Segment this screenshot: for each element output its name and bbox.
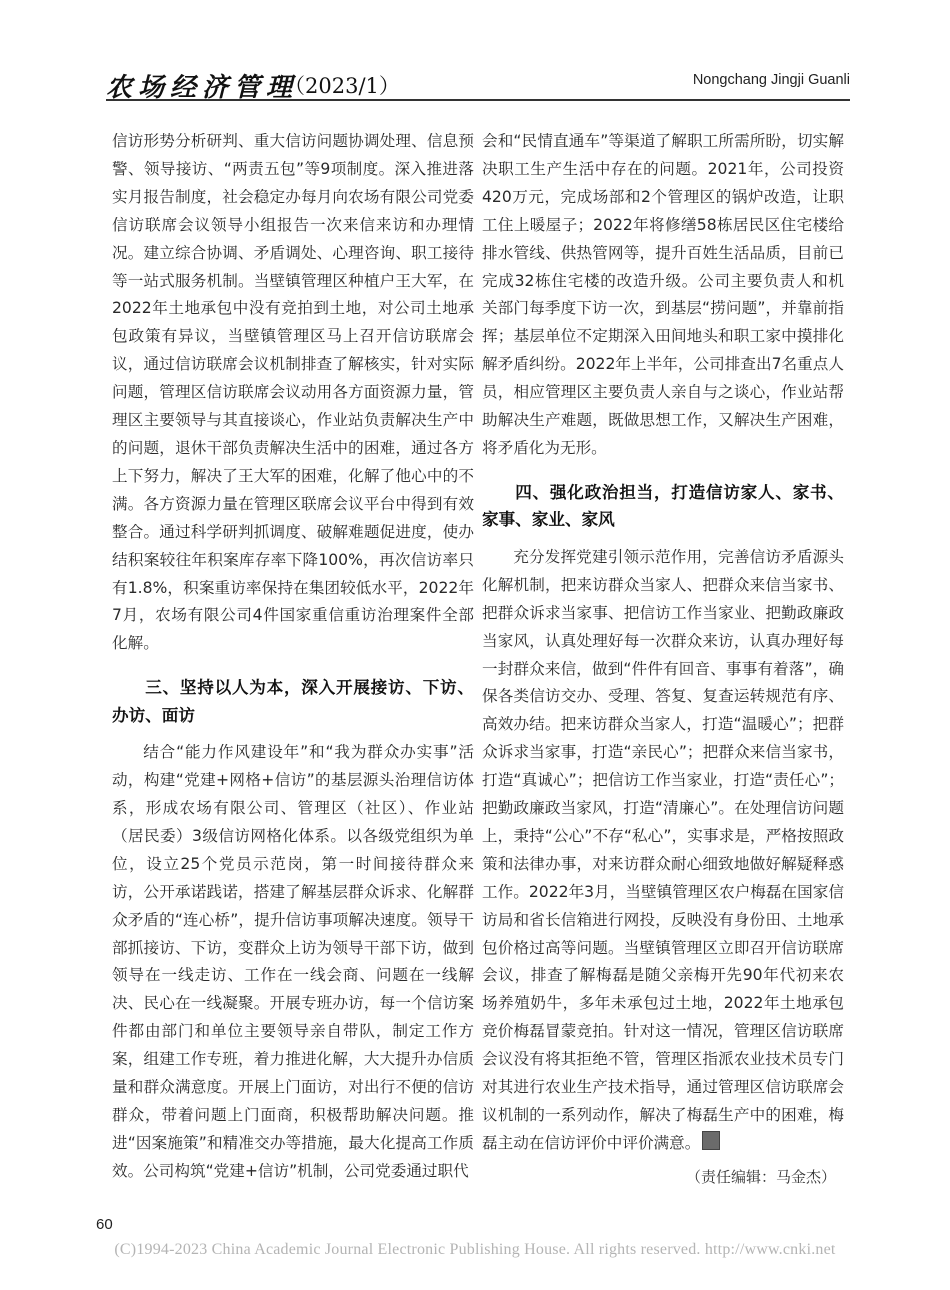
left-column (112, 128, 474, 1186)
left-paragraph-1: 信访形势分析研判、重大信访问题协调处理、信息预警、领导接访、“两责五包”等9项制度。深入推进落实月报告制度，社会稳定办每月向农场有限公司党委信访联席会议领导小组报告一次来信来访和办理情况。建立综合协调、矛盾调处、心理咨询、职工接待等一站式服务机制。当壁镇管理区种植户王大军，在2022年土地承包中没有竞拍到土地，对公司土地承包政策有异议，当壁镇管理区马上召开信访联席会议，通过信访联席会议机制排查了解核实，针对实际问题，管理区信访联席会议动用各方面资源力量，管理区主要领导与其直接谈心，作业站负责解决生产中的问题，退休干部负责解决生活中的困难，通过各方上下努力，解决了王大军的困难，化解了他心中的不满。各方资源力量在管理区联席会议平台中得到有效整合。通过科学研判抓调度、破解难题促进度，使办结积案较往年积案库存率下降100%，再次信访率只有1.8%，积案重访率保持在集团较低水平，2022年7月，农场有限公司4件国家重信重访治理案件全部化解。 (112, 132, 474, 653)
header-divider (106, 99, 850, 101)
page-header (106, 64, 852, 104)
journal-name: 农场经济管理 (106, 73, 299, 103)
journal-issue: （2023/1） (284, 74, 400, 98)
left-paragraph-2: 结合“能力作风建设年”和“我为群众办实事”活动，构建“党建+网格+信访”的基层源头治理信访体系，形成农场有限公司、管理区（社区）、作业站（居民委）3级信访网格化体系。以各级党组织为单位，设立25个党员示范岗，第一时间接待群众来访，公开承诺践诺，搭建了解基层群众诉求、化解群众矛盾的“连心桥”，提升信访事项解决速度。领导干部抓接访、下访，变群众上访为领导干部下访，做到领导在一线走访、工作在一线会商、问题在一线解决、民心在一线凝聚。开展专班办访，每一个信访案件都由部门和单位主要领导亲自带队，制定工作方案，组建工作专班，着力推进化解，大大提升办信质量和群众满意度。开展上门面访，对出行不便的信访群众，带着问题上门面商，积极帮助解决问题。推进“因案施策”和精准交办等措施，最大化提高工作质效。公司构筑“党建+信访”机制，公司党委通过职代 (112, 743, 474, 1180)
copyright-notice: (C)1994-2023 China Academic Journal Electronic Publishing House. All rights reserved. http://www.cnki.net (114, 1241, 836, 1258)
right-column (482, 128, 844, 1190)
right-paragraph-1: 会和“民情直通车”等渠道了解职工所需所盼，切实解决职工生产生活中存在的问题。2021年，公司投资420万元，完成场部和2个管理区的锅炉改造，让职工住上暖屋子；2022年将修缮58栋居民区住宅楼给排水管线、供热管网等，提升百姓生活品质，目前已完成32栋住宅楼的改造升级。公司主要负责人和机关部门每季度下访一次，到基层“捞问题”，并靠前指挥；基层单位不定期深入田间地头和职工家中摸排化解矛盾纠纷。2022年上半年，公司排查出7名重点人员，相应管理区主要负责人亲自与之谈心，作业站帮助解决生产难题，既做思想工作，又解决生产困难，将矛盾化为无形。 (482, 132, 844, 457)
section-heading-4: 四、强化政治担当，打造信访家人、家书、家事、家业、家风 (482, 482, 844, 530)
journal-pinyin: Nongchang Jingji Guanli (692, 72, 850, 88)
section-heading-3: 三、坚持以人为本，深入开展接访、下访、办访、面访 (112, 678, 474, 725)
right-paragraph-2-text: 充分发挥党建引领示范作用，完善信访矛盾源头化解机制，把来访群众当家人、把群众来信当家书、把群众诉求当家事、把信访工作当家业、把勤政廉政当家风，认真处理好每一次群众来访，认真办理好每一封群众来信，做到“件件有回音、事事有着落”，确保各类信访交办、受理、答复、复查运转规范有序、高效办结。把来访群众当家人，打造“温暖心”；把群众诉求当家事，打造“亲民心”；把群众来信当家书，打造“真诚心”；把信访工作当家业，打造“责任心”；把勤政廉政当家风，打造“清廉心”。在处理信访问题上，秉持“公心”不存“私心”，实事求是，严格按照政策和法律办事，对来访群众耐心细致地做好解疑释惑工作。2022年3月，当壁镇管理区农户梅磊在国家信访局和省长信箱进行网投，反映没有身份田、土地承包价格过高等问题。当壁镇管理区立即召开信访联席会议，排查了解梅磊是随父亲梅开先90年代初来农场养殖奶牛，多年未承包过土地，2022年土地承包竞价梅磊冒蒙竞拍。针对这一情况，管理区信访联席会议没有将其拒绝不管，管理区指派农业技术员专门对其进行农业生产技术指导，通过管理区信访联席会议机制的一系列动作，解决了梅磊生产中的困难，梅磊主动在信访评价中评价满意。 (482, 547, 844, 1152)
page-number: 60 (96, 1216, 113, 1233)
end-mark-icon (702, 1131, 720, 1150)
right-paragraph-2 (482, 544, 844, 1158)
responsible-editor: （责任编辑：马金杰） (685, 1167, 836, 1186)
